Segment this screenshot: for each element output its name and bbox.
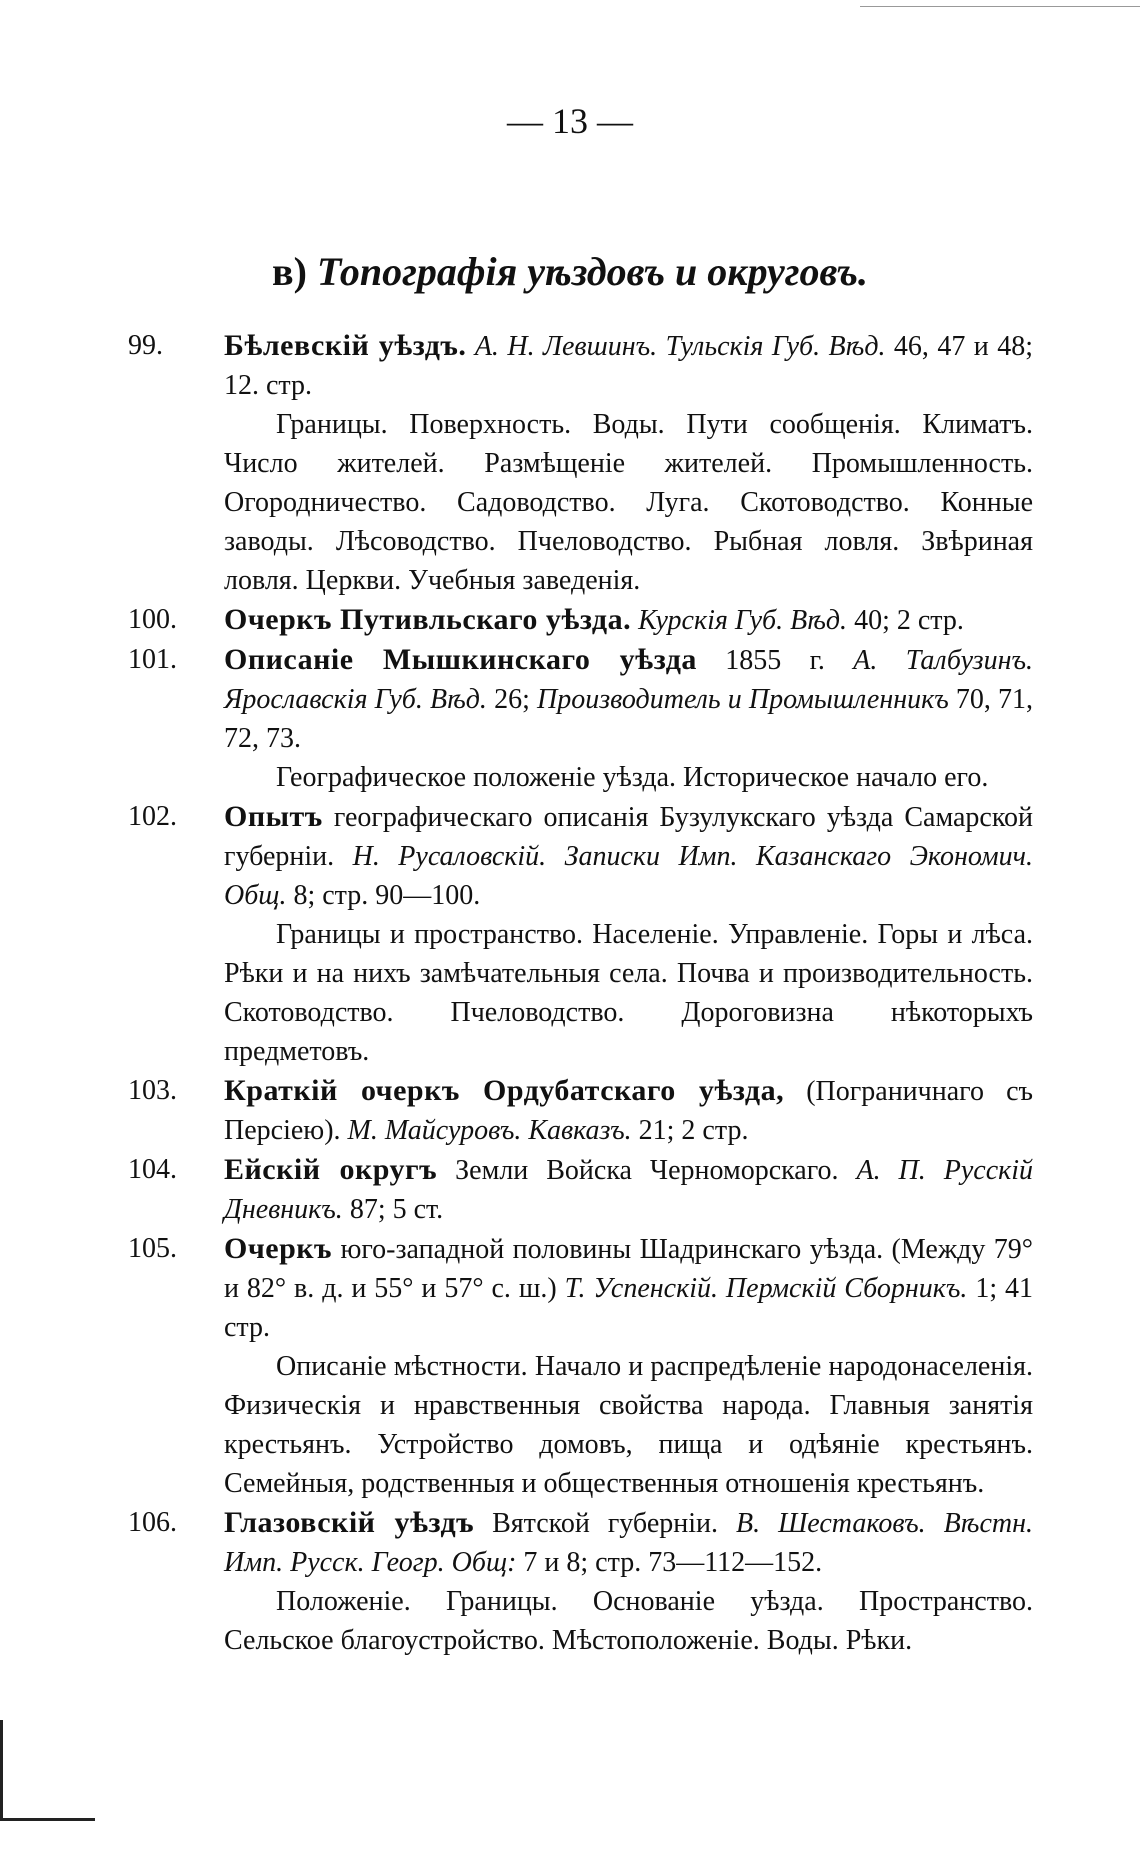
entry-text: географическаго описанія Бузулукскаго уѣзда Самарской губерніи. [224,802,1033,872]
entry-source: Тульскія Губ. Вѣд. [665,331,886,362]
entry-source: Русскій Дневникъ. [224,1155,1034,1225]
entry-text: юго-западной половины Шадринскаго уѣзда. (Между 79° и 82° в. д. и 55° и 57° с. ш.) [224,1234,1034,1304]
entry-description: Географическое положеніе уѣзда. Историческое начало его. [276,762,989,793]
entry-details: 21; 2 стр. [638,1115,749,1146]
entry-103 [128,1071,1033,1150]
entry-description: Положеніе. Границы. Основаніе уѣзда. Пространство. Сельское благоустройство. Мѣстоположеніе. Воды. Рѣки. [224,1586,1033,1656]
page-number: — 13 — [507,101,633,141]
scan-edge-line [860,6,1140,7]
section-title: Топографія уѣздовъ и округовъ. [316,249,868,294]
entry-details: 1; 41 стр. [224,1273,1034,1343]
entry-description: Границы и пространство. Населеніе. Управленіе. Горы и лѣса. Рѣки и на нихъ замѣчательныя села. Почва и производительность. Скотоводство. Пчеловодство. Дороговизна нѣкоторыхъ предметовъ. [224,919,1033,1067]
scan-edge-bottom [0,1818,95,1821]
entry-title: Краткій очеркъ Ордубатскаго уѣзда, [224,1074,785,1107]
entry-number: 103. [128,1075,177,1106]
entry-title: Очеркъ [224,1232,333,1265]
entry-source: Записки Имп. Казанскаго Экономич. Общ. [224,841,1034,911]
entry-title: Ейскій округъ [224,1153,438,1186]
entry-102 [128,797,1033,1071]
entry-number: 101. [128,644,177,675]
entry-number: 106. [128,1507,177,1538]
entry-year: 1855 г. [725,645,825,676]
entry-source: Кавказъ. [528,1115,632,1146]
section-prefix: в) [272,249,307,294]
entry-details: 7 и 8; стр. 73—112—152. [523,1547,823,1578]
entry-source: Пермскій Сборникъ. [725,1273,968,1304]
entry-title: Бѣлевскій уѣздъ. [224,329,467,362]
entry-number: 100. [128,604,177,635]
entry-106 [128,1503,1033,1660]
entry-title: Очеркъ Путивльскаго уѣзда. [224,603,632,636]
entry-details-2: 70, 71, 72, 73. [224,684,1034,754]
entry-number: 99. [128,330,163,361]
entry-105 [128,1229,1033,1503]
entry-source: Курскія Губ. Вѣд. [638,605,848,636]
entry-description: Описаніе мѣстности. Начало и распредѣленіе народонаселенія. Физическія и нравственныя свойства народа. Главныя занятія крестьянъ. Устройство домовъ, пища и одѣяніе крестьянъ. Семейныя, родственныя и общественныя отношенія крестьянъ. [224,1351,1033,1499]
entry-author: Н. Русаловскій. [352,841,547,872]
entry-author: В. Шестаковъ. [735,1508,926,1539]
entry-author: А. П. [856,1155,926,1186]
entry-details: 46, 47 и 48; 12. стр. [224,331,1033,401]
entry-number: 104. [128,1154,177,1185]
entries-list [128,326,1033,1660]
section-heading [0,248,1140,295]
entry-details: 40; 2 стр. [854,605,964,636]
entry-number: 102. [128,801,177,832]
entry-99 [128,326,1033,600]
entry-author: М. Майсуровъ. [347,1115,522,1146]
entry-author: А. Талбузинъ. [853,645,1033,676]
entry-description: Границы. Поверхность. Воды. Пути сообщенія. Климатъ. Число жителей. Размѣщеніе жителей. Промышленность. Огородничество. Садоводство. Луга. Скотоводство. Конные заводы. Лѣсоводство. Пчеловодство. Рыбная ловля. Звѣриная ловля. Церкви. Учебныя заведенія. [224,409,1033,596]
entry-text: Вятской губерніи. [492,1508,718,1539]
entry-source: Вѣстн. Имп. Русск. Геогр. Общ: [224,1508,1033,1578]
entry-author: А. Н. Левшинъ. [474,331,658,362]
entry-details: 8; стр. 90—100. [293,880,481,911]
entry-details: 87; 5 ст. [349,1194,444,1225]
entry-source-2: Производитель и Промышленникъ [537,684,949,715]
entry-author: Т. Успенскій. [564,1273,718,1304]
entry-number: 105. [128,1233,177,1264]
entry-104 [128,1150,1033,1229]
entry-title: Опытъ [224,800,323,833]
entry-source: Ярославскія Губ. Вѣд. [224,684,487,715]
entry-details: 26; [494,684,530,715]
entry-title: Описаніе Мышкинскаго уѣзда [224,643,697,676]
entry-title: Глазовскій уѣздъ [224,1506,475,1539]
entry-101 [128,640,1033,797]
entry-100 [128,600,1033,640]
scan-edge-left [0,1720,3,1820]
entry-text: Земли Войска Черноморскаго. [455,1155,839,1186]
entry-text: (Пограничнаго съ Персіею). [224,1076,1033,1146]
